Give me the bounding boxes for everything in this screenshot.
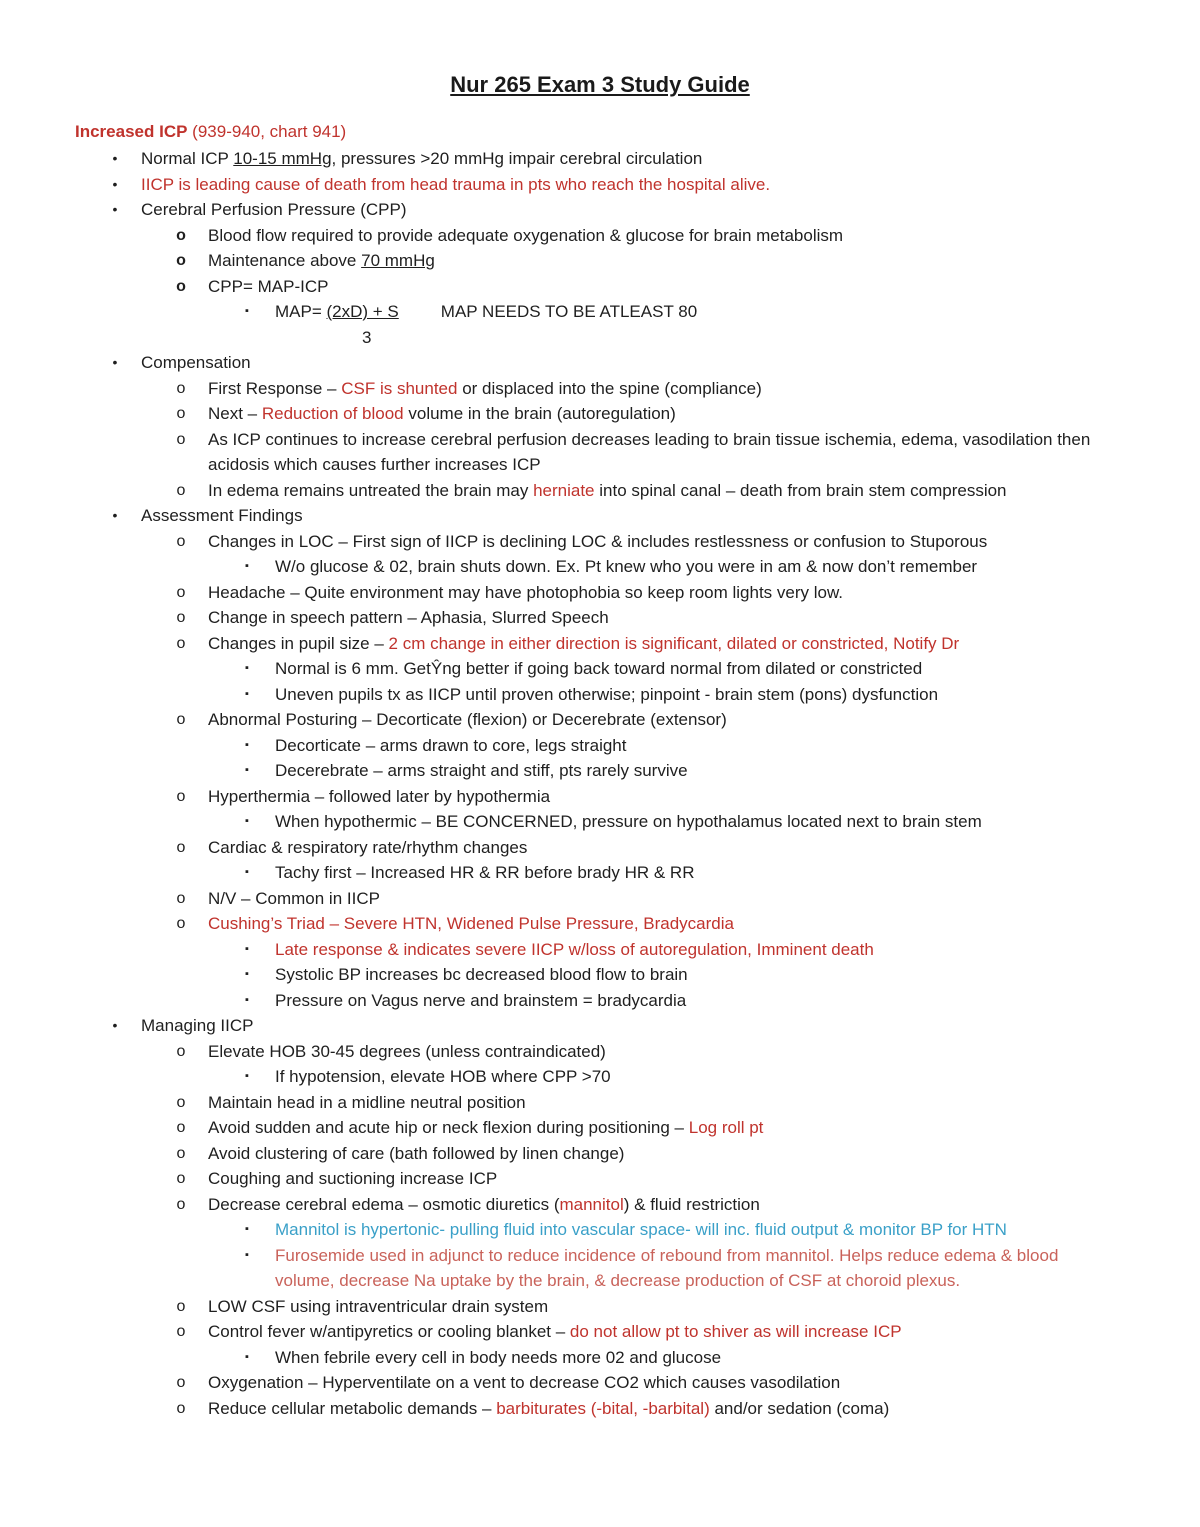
bullet-icon: ▪ bbox=[245, 968, 249, 980]
bullet-icon: o bbox=[176, 1093, 186, 1111]
bullet-icon: ▪ bbox=[245, 687, 249, 700]
bullet-icon: o bbox=[176, 252, 186, 269]
text: Cerebral Perfusion Pressure (CPP) bbox=[141, 200, 407, 219]
text-red: CSF is shunted bbox=[341, 378, 458, 398]
text: N/V – Common in IICP bbox=[208, 888, 380, 908]
list-item bbox=[0, 656, 1200, 682]
bullet-icon: • bbox=[112, 354, 118, 370]
text-red: Reduction of blood bbox=[261, 404, 404, 423]
list-item bbox=[0, 937, 1200, 963]
text-underlined: 10-15 mmHg bbox=[233, 149, 332, 168]
text: Avoid clustering of care (bath followed by linen change) bbox=[208, 1143, 625, 1163]
list-item bbox=[0, 427, 1200, 478]
bullet-icon: • bbox=[112, 175, 118, 192]
section-heading bbox=[75, 122, 346, 142]
text: into spinal canal – death from brain stem compression bbox=[594, 480, 1007, 500]
text: When febrile every cell in body needs more 02 and glucose bbox=[275, 1347, 722, 1367]
study-list bbox=[0, 146, 1200, 1421]
list-item bbox=[0, 1370, 1200, 1396]
bullet-icon: ▪ bbox=[245, 738, 249, 751]
text: Changes in pupil size – bbox=[208, 633, 389, 653]
list-item bbox=[0, 988, 1200, 1014]
list-item bbox=[0, 809, 1200, 835]
list-item bbox=[0, 733, 1200, 759]
list-item bbox=[0, 274, 1200, 300]
bullet-icon: o bbox=[176, 1144, 186, 1162]
bullet-icon: o bbox=[176, 787, 186, 805]
list-item bbox=[0, 1166, 1200, 1192]
bullet-icon: o bbox=[176, 1323, 186, 1340]
bullet-icon: o bbox=[176, 1195, 186, 1213]
bullet-icon: ▪ bbox=[245, 1350, 249, 1363]
page-title: Nur 265 Exam 3 Study Guide bbox=[450, 72, 750, 97]
bullet-icon: ▪ bbox=[245, 764, 249, 776]
list-item bbox=[0, 1090, 1200, 1116]
text: Hyperthermia – followed later by hypothermia bbox=[208, 786, 551, 806]
bullet-icon: o bbox=[176, 1374, 186, 1391]
list-item bbox=[0, 962, 1200, 988]
text: Assessment Findings bbox=[141, 506, 303, 525]
text: and/or sedation (coma) bbox=[709, 1398, 890, 1418]
bullet-icon: o bbox=[176, 838, 186, 856]
bullet-icon: o bbox=[176, 1170, 186, 1187]
text-red: barbiturates (-bital, -barbital) bbox=[496, 1398, 710, 1418]
list-item bbox=[0, 631, 1200, 657]
list-item bbox=[0, 529, 1200, 555]
text: Coughing and suctioning increase ICP bbox=[208, 1169, 498, 1188]
bullet-icon: • bbox=[112, 150, 118, 166]
list-item bbox=[0, 1141, 1200, 1167]
bullet-icon: o bbox=[176, 379, 186, 397]
text: Maintain head in a midline neutral position bbox=[208, 1092, 526, 1112]
list-item bbox=[0, 1294, 1200, 1320]
text: Next – bbox=[208, 404, 262, 423]
list-item bbox=[0, 911, 1200, 937]
text-pink: Furosemide used in adjunct to reduce incidence of rebound from mannitol. Helps reduce edema & blood volume, decrease Na uptake by the brain, & decrease production of CSF at choroid plexus. bbox=[275, 1245, 1059, 1290]
list-item bbox=[0, 401, 1200, 427]
list-item bbox=[0, 1064, 1200, 1090]
bullet-icon: o bbox=[176, 430, 186, 448]
heading-main: Increased ICP bbox=[75, 122, 188, 141]
text: Decorticate – arms drawn to core, legs straight bbox=[275, 735, 627, 755]
bullet-icon: ▪ bbox=[245, 560, 249, 572]
formula-denominator: 3 bbox=[362, 327, 372, 347]
list-item bbox=[0, 554, 1200, 580]
text-red: IICP is leading cause of death from head trauma in pts who reach the hospital alive. bbox=[141, 174, 771, 194]
bullet-icon: ▪ bbox=[245, 1223, 249, 1235]
text: LOW CSF using intraventricular drain system bbox=[208, 1296, 549, 1316]
formula-numerator: (2xD) + S bbox=[326, 302, 399, 321]
text-red: herniate bbox=[533, 480, 595, 500]
text: First Response – bbox=[208, 378, 342, 398]
list-item bbox=[0, 503, 1200, 529]
text-red: 2 cm change in either direction is significant, dilated or constricted, Notify Dr bbox=[388, 633, 960, 653]
list-item bbox=[0, 1319, 1200, 1345]
bullet-icon: o bbox=[176, 1297, 186, 1315]
text-underlined: 70 mmHg bbox=[361, 251, 435, 270]
text: Normal is 6 mm. GetŶng better if going back toward normal from dilated or constricted bbox=[275, 659, 923, 678]
list-item bbox=[0, 172, 1200, 198]
bullet-icon: • bbox=[112, 201, 118, 217]
list-item bbox=[0, 1243, 1200, 1294]
list-item bbox=[0, 197, 1200, 223]
bullet-icon: o bbox=[176, 1119, 186, 1136]
text: CPP= MAP-ICP bbox=[208, 276, 329, 296]
bullet-icon: • bbox=[112, 507, 118, 523]
text: Reduce cellular metabolic demands – bbox=[208, 1398, 497, 1418]
bullet-icon: ▪ bbox=[245, 993, 249, 1006]
list-item bbox=[0, 784, 1200, 810]
list-item bbox=[0, 860, 1200, 886]
bullet-icon: ▪ bbox=[245, 662, 249, 674]
list-item bbox=[0, 886, 1200, 912]
text-red: Cushing’s Triad – Severe HTN, Widened Pulse Pressure, Bradycardia bbox=[208, 914, 734, 933]
bullet-icon: o bbox=[176, 1042, 186, 1060]
bullet-icon: o bbox=[176, 889, 186, 907]
text-blue: Mannitol is hypertonic- pulling fluid into vascular space- will inc. fluid output & monitor BP for HTN bbox=[275, 1220, 1007, 1239]
list-item bbox=[0, 1013, 1200, 1039]
list-item bbox=[0, 1396, 1200, 1422]
list-item bbox=[0, 1345, 1200, 1371]
list-item bbox=[0, 758, 1200, 784]
text: Systolic BP increases bc decreased blood flow to brain bbox=[275, 965, 688, 984]
list-item bbox=[0, 1192, 1200, 1218]
list-item bbox=[0, 376, 1200, 402]
text: Compensation bbox=[141, 353, 251, 372]
list-item bbox=[0, 350, 1200, 376]
list-item bbox=[0, 299, 1200, 325]
text: MAP= bbox=[275, 302, 327, 321]
text: Blood flow required to provide adequate oxygenation & glucose for brain metabolism bbox=[208, 225, 844, 245]
bullet-icon: o bbox=[176, 481, 186, 499]
list-item bbox=[0, 248, 1200, 274]
text: or displaced into the spine (compliance) bbox=[457, 378, 762, 398]
list-item bbox=[0, 605, 1200, 631]
bullet-icon: o bbox=[176, 915, 186, 932]
list-item bbox=[0, 682, 1200, 708]
list-item bbox=[0, 478, 1200, 504]
bullet-icon: o bbox=[176, 711, 186, 728]
bullet-icon: • bbox=[112, 1017, 118, 1033]
list-item bbox=[0, 580, 1200, 606]
bullet-icon: o bbox=[176, 226, 186, 244]
list-item bbox=[0, 1115, 1200, 1141]
list-item bbox=[0, 1217, 1200, 1243]
bullet-icon: o bbox=[176, 583, 186, 601]
text: W/o glucose & 02, brain shuts down. Ex. Pt knew who you were in am & now don’t remember bbox=[275, 557, 978, 576]
bullet-icon: o bbox=[176, 405, 186, 422]
bullet-icon: ▪ bbox=[245, 866, 249, 878]
text: Change in speech pattern – Aphasia, Slurred Speech bbox=[208, 608, 609, 627]
text: Avoid sudden and acute hip or neck flexion during positioning – bbox=[208, 1118, 689, 1137]
text: Pressure on Vagus nerve and brainstem = bradycardia bbox=[275, 990, 687, 1010]
list-item bbox=[0, 1039, 1200, 1065]
heading-ref: (939-940, chart 941) bbox=[187, 122, 347, 141]
bullet-icon: o bbox=[176, 1399, 186, 1417]
text: Elevate HOB 30-45 degrees (unless contraindicated) bbox=[208, 1041, 606, 1061]
text: MAP NEEDS TO BE ATLEAST 80 bbox=[440, 302, 698, 321]
text: Oxygenation – Hyperventilate on a vent to decrease CO2 which causes vasodilation bbox=[208, 1373, 841, 1392]
text-red: Log roll pt bbox=[688, 1118, 764, 1137]
list-item bbox=[0, 707, 1200, 733]
text: If hypotension, elevate HOB where CPP >70 bbox=[275, 1067, 611, 1086]
text: ) & fluid restriction bbox=[623, 1194, 760, 1214]
text: In edema remains untreated the brain may bbox=[208, 480, 534, 500]
text-red: do not allow pt to shiver as will increase ICP bbox=[569, 1322, 902, 1341]
bullet-icon: ▪ bbox=[245, 305, 249, 317]
text: Decerebrate – arms straight and stiff, pts rarely survive bbox=[275, 761, 688, 780]
text: Changes in LOC – First sign of IICP is declining LOC & includes restlessness or confusion to Stuporous bbox=[208, 531, 988, 551]
list-item bbox=[0, 835, 1200, 861]
text: Cardiac & respiratory rate/rhythm changes bbox=[208, 837, 528, 857]
text: Uneven pupils tx as IICP until proven otherwise; pinpoint - brain stem (pons) dysfunction bbox=[275, 684, 939, 704]
bullet-icon: ▪ bbox=[245, 942, 249, 955]
text: Normal ICP bbox=[141, 149, 234, 168]
text: When hypothermic – BE CONCERNED, pressure on hypothalamus located next to brain stem bbox=[275, 812, 982, 831]
bullet-icon: o bbox=[176, 634, 186, 652]
text-red: mannitol bbox=[559, 1194, 624, 1214]
list-item bbox=[0, 223, 1200, 249]
bullet-icon: o bbox=[176, 277, 186, 295]
text: Maintenance above bbox=[208, 251, 362, 270]
bullet-icon: ▪ bbox=[245, 815, 249, 827]
bullet-icon: ▪ bbox=[245, 1070, 249, 1082]
text: Managing IICP bbox=[141, 1016, 254, 1035]
text-red: Late response & indicates severe IICP w/loss of autoregulation, Imminent death bbox=[275, 939, 874, 959]
text: Headache – Quite environment may have photophobia so keep room lights very low. bbox=[208, 582, 844, 602]
list-item bbox=[0, 146, 1200, 172]
text: volume in the brain (autoregulation) bbox=[403, 404, 676, 423]
text: As ICP continues to increase cerebral perfusion decreases leading to brain tissue ischemia, edema, vasodilation then acidosis which causes further increases ICP bbox=[208, 429, 1091, 474]
bullet-icon: ▪ bbox=[245, 1248, 249, 1261]
text: , pressures >20 mmHg impair cerebral circulation bbox=[331, 149, 703, 168]
bullet-icon: o bbox=[176, 609, 186, 626]
text: Abnormal Posturing – Decorticate (flexion) or Decerebrate (extensor) bbox=[208, 710, 727, 729]
text: Control fever w/antipyretics or cooling blanket – bbox=[208, 1322, 570, 1341]
bullet-icon: o bbox=[176, 532, 186, 550]
text: Tachy first – Increased HR & RR before brady HR & RR bbox=[275, 863, 695, 882]
text: Decrease cerebral edema – osmotic diuretics ( bbox=[208, 1194, 560, 1214]
